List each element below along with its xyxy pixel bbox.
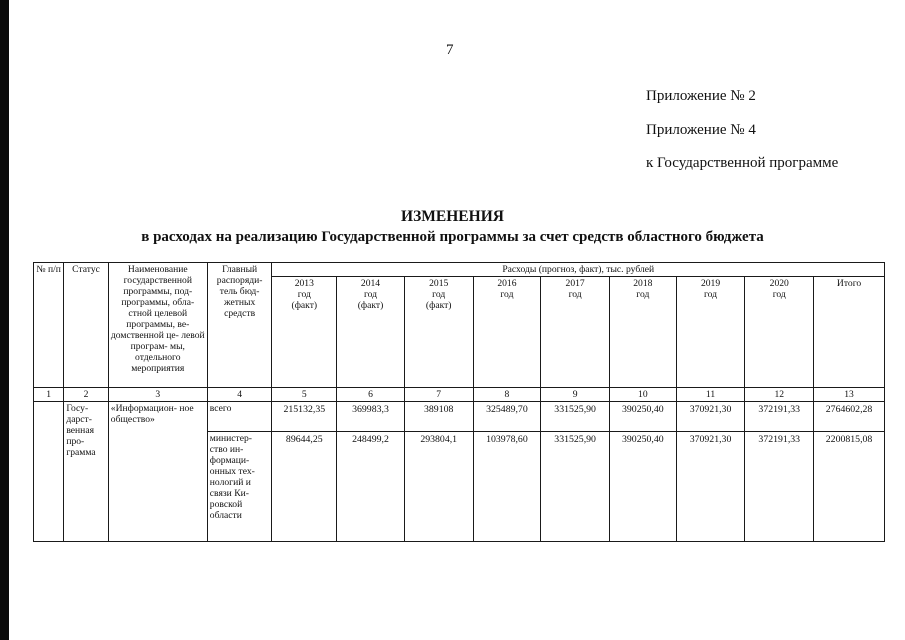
- year-header-unit: год: [568, 289, 582, 300]
- appendix-4-label: Приложение № 4: [646, 122, 756, 138]
- year-header-cell: [272, 277, 337, 388]
- value-cell: 331525,90: [541, 402, 610, 432]
- column-number-cell: 10: [609, 388, 676, 402]
- column-number-cell: 3: [108, 388, 207, 402]
- column-number-cell: 6: [337, 388, 405, 402]
- year-header-cell: [541, 277, 610, 388]
- row-num-cell: [34, 402, 64, 542]
- document-title: ИЗМЕНЕНИЯ: [401, 208, 504, 225]
- year-header-unit: год: [703, 289, 718, 300]
- year-header-year: 2018: [633, 278, 653, 289]
- value-cell: 2764602,28: [814, 402, 885, 432]
- scan-left-edge: [0, 0, 9, 640]
- value-cell: 390250,40: [609, 432, 676, 542]
- row-status-cell: Госу- дарст- венная про- грамма: [64, 402, 108, 542]
- year-header-unit: год: [297, 289, 311, 300]
- year-header-note: (факт): [425, 300, 452, 311]
- column-number-cell: 13: [814, 388, 885, 402]
- year-header-year: Итого: [836, 278, 862, 289]
- year-header-year: 2014: [360, 278, 381, 289]
- year-header-cell: [404, 277, 473, 388]
- appendix-2-label: Приложение № 2: [646, 88, 756, 104]
- year-header-unit: год: [772, 289, 786, 300]
- page-number: 7: [446, 42, 454, 58]
- year-header-unit: год: [432, 289, 446, 300]
- column-number-cell: 2: [64, 388, 108, 402]
- value-cell: 372191,33: [745, 432, 814, 542]
- year-header-cell: [337, 277, 405, 388]
- year-header-year: 2019: [700, 278, 721, 289]
- column-number-cell: 11: [676, 388, 745, 402]
- col-header-status: Статус: [64, 263, 108, 388]
- year-header-year: 2013: [294, 278, 314, 289]
- year-header-year: 2015: [429, 278, 449, 289]
- value-cell: 331525,90: [541, 432, 610, 542]
- value-cell: 2200815,08: [814, 432, 885, 542]
- value-cell: 370921,30: [676, 402, 745, 432]
- row-admin-cell: министер- ство ин- формаци- онных тех- нологий и связи Ки- ровской области: [207, 432, 272, 542]
- value-cell: 389108: [404, 402, 473, 432]
- value-cell: 325489,70: [473, 402, 541, 432]
- column-number-cell: 4: [207, 388, 272, 402]
- row-admin-cell: всего: [207, 402, 272, 432]
- col-header-expenses: Расходы (прогноз, факт), тыс. рублей: [272, 263, 885, 277]
- year-header-cell: [473, 277, 541, 388]
- value-cell: 215132,35: [272, 402, 337, 432]
- value-cell: 293804,1: [404, 432, 473, 542]
- value-cell: 369983,3: [337, 402, 405, 432]
- header-row-top: [34, 263, 885, 277]
- column-number-cell: 8: [473, 388, 541, 402]
- expenses-table: [33, 262, 885, 542]
- year-header-cell: [609, 277, 676, 388]
- column-number-cell: 1: [34, 388, 64, 402]
- year-header-note: (факт): [357, 300, 384, 311]
- program-reference-label: к Государственной программе: [646, 155, 839, 171]
- row-name-cell: «Информацион- ное общество»: [108, 402, 207, 542]
- value-cell: 103978,60: [473, 432, 541, 542]
- year-header-cell: [676, 277, 745, 388]
- col-header-name: Наименование государственной программы, под- программы, обла- стной целевой программы, ве- домственной це- левой програм- мы, отдельного мероприятия: [108, 263, 207, 388]
- year-header-unit: год: [363, 289, 378, 300]
- column-number-cell: 12: [745, 388, 814, 402]
- table-row: [34, 402, 885, 432]
- year-header-unit: год: [636, 289, 650, 300]
- column-number-cell: 5: [272, 388, 337, 402]
- document-subtitle: в расходах на реализацию Государственной программы за счет средств областного бюджета: [141, 229, 764, 245]
- year-header-cell: [745, 277, 814, 388]
- column-number-cell: 9: [541, 388, 610, 402]
- column-number-cell: 7: [404, 388, 473, 402]
- col-header-main-admin: Главный распоряди- тель бюд- жетных средств: [207, 263, 272, 388]
- column-number-row: [34, 388, 885, 402]
- col-header-num: № п/п: [34, 263, 64, 388]
- value-cell: 248499,2: [337, 432, 405, 542]
- value-cell: 372191,33: [745, 402, 814, 432]
- year-header-year: 2016: [497, 278, 517, 289]
- year-header-year: 2020: [769, 278, 789, 289]
- value-cell: 390250,40: [609, 402, 676, 432]
- year-header-unit: год: [500, 289, 514, 300]
- year-header-note: (факт): [291, 300, 318, 311]
- value-cell: 370921,30: [676, 432, 745, 542]
- value-cell: 89644,25: [272, 432, 337, 542]
- year-header-year: 2017: [565, 278, 585, 289]
- year-header-cell: [814, 277, 885, 388]
